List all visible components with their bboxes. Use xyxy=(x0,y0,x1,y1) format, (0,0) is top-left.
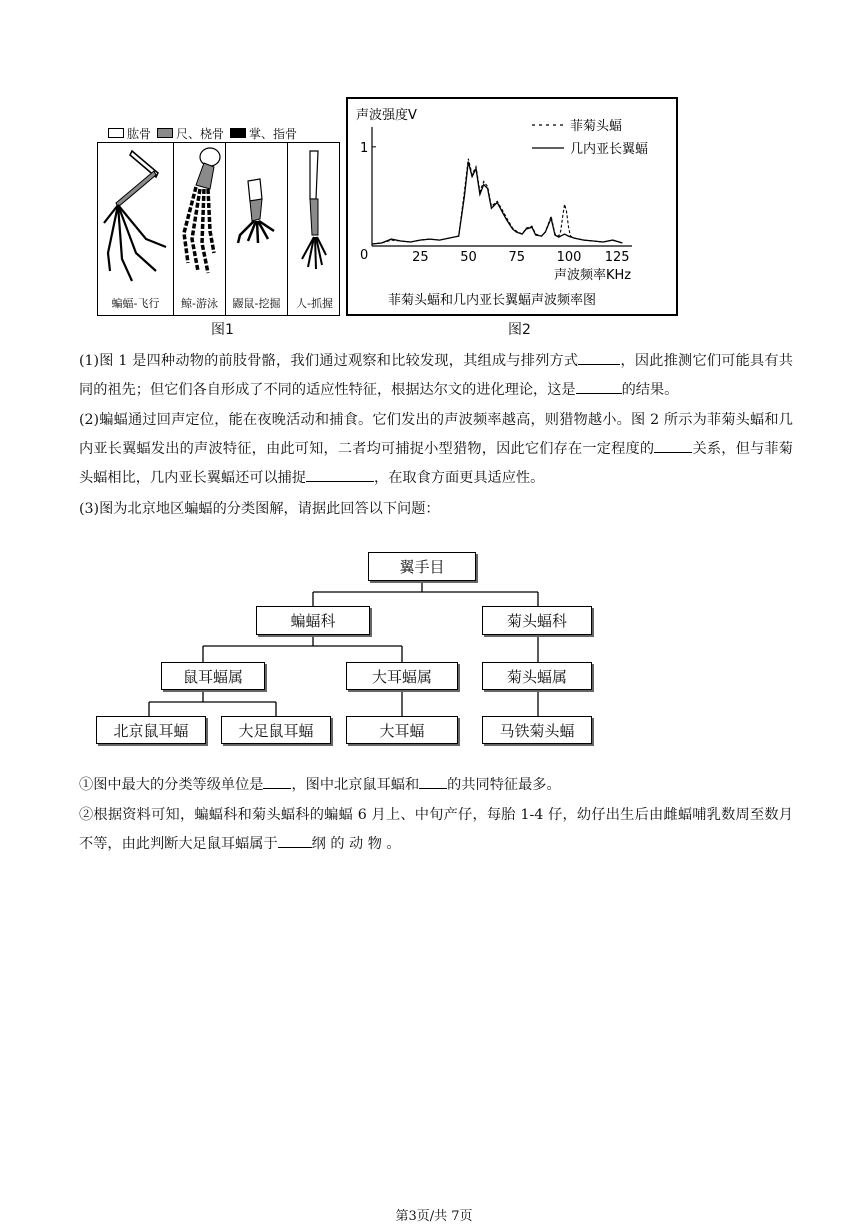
frequency-chart-svg xyxy=(348,99,676,314)
figure1-caption: 图1 xyxy=(211,322,234,338)
panel-whale xyxy=(174,143,226,315)
y-axis-label: 声波强度V xyxy=(356,108,417,123)
answer-blank[interactable] xyxy=(278,833,312,848)
panel-caption: 鼹鼠-挖掘 xyxy=(232,297,281,310)
legend-item-metacarpals xyxy=(230,125,297,142)
panel-human xyxy=(288,143,341,315)
q3-text: (3)图为北京地区蝙蝠的分类图解，请据此回答以下问题： xyxy=(79,501,440,517)
question-3-2 xyxy=(79,801,793,859)
q1-text-b: ，因此推测它们可能具有共同的祖先；但它们各自形成了不同的适应性特征，根据达尔文的进化理论，这是 xyxy=(79,353,793,398)
figure1-forelimb-panels xyxy=(97,142,340,316)
series-line-1 xyxy=(372,159,622,244)
tree-node-species: 北京鼠耳蝠 xyxy=(96,716,206,744)
bat-forelimb-icon xyxy=(98,143,174,293)
answer-blank[interactable] xyxy=(576,379,622,394)
chart-title: 菲菊头蝠和几内亚长翼蝠声波频率图 xyxy=(388,293,597,308)
legend-label-series2: 几内亚长翼蝠 xyxy=(570,142,649,157)
legend-label: 掌、指骨 xyxy=(249,126,298,141)
q3b-text-b: 纲 的 动 物 。 xyxy=(311,836,401,852)
x-tick-label: 125 xyxy=(604,250,630,265)
human-forelimb-icon xyxy=(288,143,341,293)
page-footer: 第3页/共 7页 xyxy=(395,1209,473,1224)
question-1 xyxy=(79,347,793,405)
q2-text-a: (2)蝙蝠通过回声定位，能在夜晚活动和捕食。它们发出的声波频率越高，则猎物越小。图 2 所示为菲菊头蝠和几内亚长翼蝠发出的声波特征，由此可知，二者均可捕捉小型猎物，因此它们存在一定程度的 xyxy=(79,412,793,457)
series-line-2 xyxy=(372,162,622,244)
x-tick-label: 50 xyxy=(460,250,477,265)
panel-caption: 鲸-游泳 xyxy=(181,297,218,310)
answer-blank[interactable] xyxy=(263,774,291,789)
tree-node-genus: 鼠耳蝠属 xyxy=(161,662,265,690)
tree-node-species: 大耳蝠 xyxy=(346,716,458,744)
q1-text-c: 的结果。 xyxy=(621,382,679,398)
tree-node-family: 菊头蝠科 xyxy=(482,606,592,635)
whale-forelimb-icon xyxy=(174,143,226,293)
panel-bat xyxy=(98,143,174,315)
y-tick-label: 1 xyxy=(360,140,369,156)
mole-forelimb-icon xyxy=(226,143,288,293)
answer-blank[interactable] xyxy=(419,774,447,789)
question-3 xyxy=(79,495,793,524)
q3a-text-c: 的共同特征最多。 xyxy=(447,777,561,793)
legend-label-series1: 菲菊头蝠 xyxy=(570,119,623,134)
legend-label: 尺、桡骨 xyxy=(176,126,225,141)
humerus-swatch-icon xyxy=(108,128,124,138)
figure2-chart xyxy=(346,97,678,316)
y-tick-label: 0 xyxy=(360,248,369,263)
figure2-caption: 图2 xyxy=(508,322,531,338)
tree-node-family: 蝙蝠科 xyxy=(256,606,370,635)
tree-node-species: 大足鼠耳蝠 xyxy=(221,716,331,744)
x-axis-label: 声波频率KHz xyxy=(554,268,632,283)
question-3-1 xyxy=(79,771,793,800)
q3a-text-b: ，图中北京鼠耳蝠和 xyxy=(291,777,420,793)
legend-item-radius-ulna xyxy=(157,125,224,142)
q1-text-a: (1)图 1 是四种动物的前肢骨骼，我们通过观察和比较发现，其组成与排列方式 xyxy=(79,353,579,369)
panel-mole xyxy=(226,143,288,315)
tree-node-genus: 大耳蝠属 xyxy=(346,662,458,690)
x-tick-label: 100 xyxy=(556,250,582,265)
answer-blank[interactable] xyxy=(654,438,692,453)
tree-node-genus: 菊头蝠属 xyxy=(482,662,592,690)
answer-blank[interactable] xyxy=(306,467,374,482)
x-tick-label: 25 xyxy=(412,250,429,265)
tree-node-species: 马铁菊头蝠 xyxy=(482,716,592,744)
q2-text-b: 关系，但与菲菊头蝠相比，几内亚长翼蝠还可以捕捉 xyxy=(79,441,793,486)
q3b-text-a: ②根据资料可知，蝙蝠科和菊头蝠科的蝙蝠 6 月上、中旬产仔，每胎 1-4 仔，幼仔出生后由雌蝠哺乳数周至数月不等，由此判断大足鼠耳蝠属于 xyxy=(79,807,793,852)
figure1-legend xyxy=(108,124,338,142)
x-tick-label: 75 xyxy=(508,250,525,265)
legend-label: 肱骨 xyxy=(127,126,152,141)
metacarpal-swatch-icon xyxy=(230,128,246,138)
panel-caption: 人-抓握 xyxy=(296,297,333,310)
radius-ulna-swatch-icon xyxy=(157,128,173,138)
q2-text-c: ，在取食方面更具适应性。 xyxy=(374,470,545,486)
legend-item-humerus xyxy=(108,125,151,142)
answer-blank[interactable] xyxy=(578,350,620,365)
q3a-text-a: ①图中最大的分类等级单位是 xyxy=(79,777,264,793)
panel-caption: 蝙蝠-飞行 xyxy=(111,297,160,310)
question-2 xyxy=(79,406,793,493)
tree-node-order: 翼手目 xyxy=(368,552,476,581)
